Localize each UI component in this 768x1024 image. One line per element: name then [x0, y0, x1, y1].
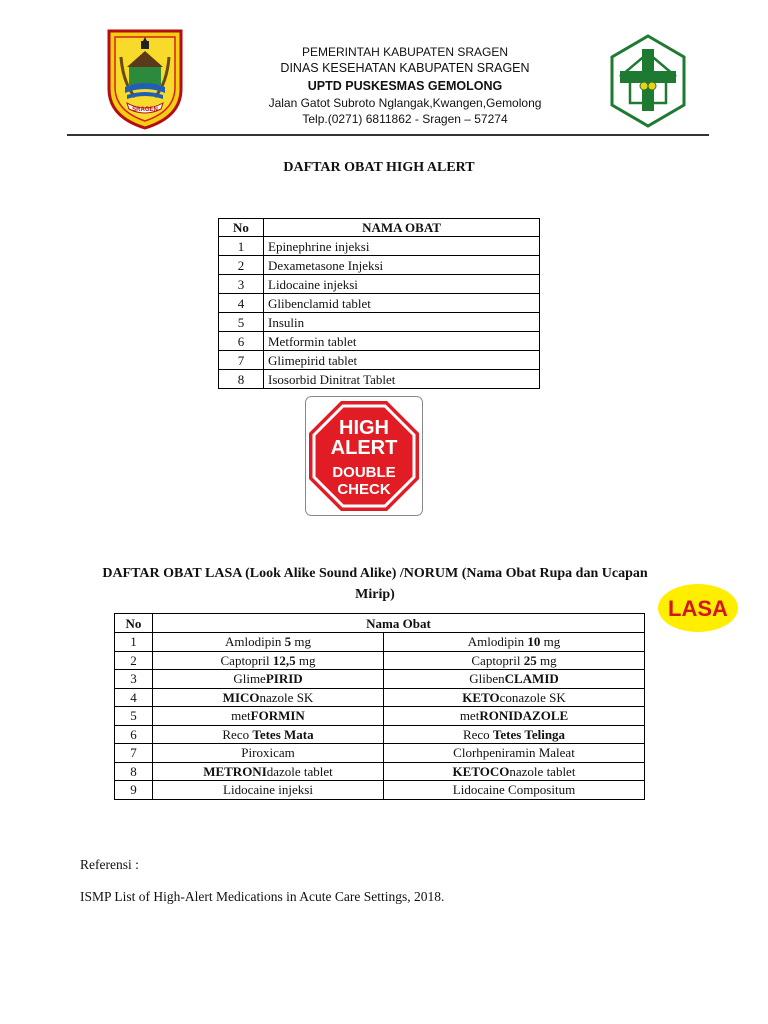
kabupaten-sragen-crest-icon [105, 27, 185, 131]
row-number: 4 [219, 294, 264, 313]
letterhead-government: PEMERINTAH KABUPATEN SRAGEN [301, 45, 509, 59]
drug-name-part: mg [536, 652, 557, 668]
lasa-badge-icon [657, 583, 739, 633]
lasa-badge-text: LASA [668, 596, 728, 621]
drug-name-left [153, 762, 384, 781]
drug-name-emphasis: Tetes Telinga [492, 726, 566, 742]
table-row [219, 370, 540, 389]
table-row [115, 744, 645, 763]
drug-name-emphasis: CLAMID [504, 671, 559, 687]
drug-name: Insulin [264, 313, 540, 332]
drug-name-part: met [231, 708, 251, 724]
reference-text: ISMP List of High-Alert Medications in Acute Care Settings, 2018. [80, 889, 445, 904]
drug-name-emphasis: 5 [284, 634, 292, 650]
table-row [115, 781, 645, 800]
row-number: 3 [219, 275, 264, 294]
header-nama-obat: NAMA OBAT [264, 219, 540, 237]
drug-name-part: Amlodipin [467, 634, 528, 650]
drug-name-part: Glime [233, 671, 266, 687]
drug-name-emphasis: 12,5 [272, 652, 296, 668]
drug-name-part: met [459, 708, 480, 724]
drug-name-right [384, 651, 645, 670]
drug-name-right [384, 725, 645, 744]
drug-name-emphasis: KETO [462, 689, 500, 705]
lasa-title-line1: DAFTAR OBAT LASA (Look Alike Sound Alike) /NORUM (Nama Obat Rupa dan Ucapan [102, 566, 648, 581]
letterhead-unit: UPTD PUSKESMAS GEMOLONG [307, 79, 503, 93]
drug-name-left [153, 633, 384, 652]
drug-name-left [153, 725, 384, 744]
drug-name-right [384, 762, 645, 781]
sign-text-double: DOUBLE [332, 464, 396, 481]
row-number: 1 [219, 237, 264, 256]
drug-name-emphasis: KETOCO [452, 763, 510, 779]
drug-name: Glibenclamid tablet [264, 294, 540, 313]
drug-name-left [153, 670, 384, 689]
lasa-title-line2: Mirip) [355, 587, 395, 602]
drug-name-right [384, 633, 645, 652]
row-number: 7 [219, 351, 264, 370]
drug-name-part: conazole SK [499, 689, 566, 705]
row-number: 2 [219, 256, 264, 275]
drug-name: Lidocaine injeksi [264, 275, 540, 294]
drug-name-emphasis: Tetes Mata [252, 726, 314, 742]
drug-name-part: nazole SK [259, 689, 314, 705]
row-number: 6 [219, 332, 264, 351]
table-header-row [115, 614, 645, 633]
header-no: No [219, 219, 264, 237]
table-row [115, 633, 645, 652]
row-number: 3 [115, 670, 153, 689]
table-row [219, 351, 540, 370]
table-row [115, 762, 645, 781]
drug-name-right [384, 707, 645, 726]
lasa-title [80, 563, 670, 605]
drug-name-part: Gliben [469, 671, 505, 687]
drug-name-part: Clorhpeniramin Maleat [453, 745, 575, 761]
drug-name-left [153, 688, 384, 707]
drug-name-emphasis: METRONI [203, 763, 267, 779]
table-row [219, 237, 540, 256]
drug-name-emphasis: MICO [222, 689, 260, 705]
puskesmas-logo-icon [608, 33, 688, 129]
table-row [219, 256, 540, 275]
drug-name-left [153, 707, 384, 726]
row-number: 2 [115, 651, 153, 670]
drug-name-part: nazole tablet [509, 763, 576, 779]
drug-name-emphasis: RONIDAZOLE [479, 708, 569, 724]
row-number: 9 [115, 781, 153, 800]
drug-name-part: Reco [222, 726, 253, 742]
table-row [115, 670, 645, 689]
lasa-table [114, 613, 645, 800]
table-row [219, 275, 540, 294]
row-number: 6 [115, 725, 153, 744]
drug-name: Glimepirid tablet [264, 351, 540, 370]
drug-name-part: Amlodipin [225, 634, 285, 650]
row-number: 1 [115, 633, 153, 652]
drug-name-emphasis: FORMIN [250, 708, 305, 724]
drug-name-emphasis: PIRID [265, 671, 303, 687]
table-row [115, 651, 645, 670]
header-no: No [115, 614, 153, 633]
drug-name-part: Captopril [220, 652, 273, 668]
drug-name-right [384, 670, 645, 689]
table-header-row [219, 219, 540, 237]
table-row [115, 725, 645, 744]
drug-name-left [153, 781, 384, 800]
drug-name: Dexametasone Injeksi [264, 256, 540, 275]
row-number: 8 [115, 762, 153, 781]
reference-label: Referensi : [80, 857, 139, 872]
sign-text-high: HIGH [339, 417, 389, 439]
letterhead-department: DINAS KESEHATAN KABUPATEN SRAGEN [280, 61, 530, 75]
drug-name-part: Captopril [471, 652, 524, 668]
drug-name-left [153, 744, 384, 763]
drug-name-part: mg [295, 652, 316, 668]
drug-name-part: mg [291, 634, 311, 650]
high-alert-sign-icon [305, 396, 423, 516]
letterhead-divider [67, 134, 709, 136]
drug-name-part: dazole tablet [266, 763, 333, 779]
high-alert-title: DAFTAR OBAT HIGH ALERT [283, 160, 475, 175]
drug-name-left [153, 651, 384, 670]
header-nama-obat: Nama Obat [153, 614, 645, 633]
sign-text-alert: ALERT [330, 437, 398, 459]
table-row [115, 707, 645, 726]
letterhead [230, 44, 580, 127]
letterhead-address: Jalan Gatot Subroto Nglangak,Kwangen,Gemolong [268, 96, 542, 110]
drug-name-part: Piroxicam [241, 745, 295, 761]
drug-name-part: Lidocaine injeksi [223, 782, 313, 798]
drug-name: Epinephrine injeksi [264, 237, 540, 256]
drug-name-part: mg [540, 634, 561, 650]
drug-name-emphasis: 10 [527, 634, 541, 650]
sign-text-check: CHECK [337, 481, 391, 498]
table-row [219, 294, 540, 313]
row-number: 5 [219, 313, 264, 332]
drug-name-part: Reco [462, 726, 493, 742]
drug-name: Isosorbid Dinitrat Tablet [264, 370, 540, 389]
table-row [115, 688, 645, 707]
letterhead-phone: Telp.(0271) 6811862 - Sragen – 57274 [302, 112, 508, 126]
table-row [219, 332, 540, 351]
drug-name-right [384, 744, 645, 763]
row-number: 8 [219, 370, 264, 389]
drug-name-right [384, 688, 645, 707]
row-number: 5 [115, 707, 153, 726]
table-row [219, 313, 540, 332]
drug-name-part: Lidocaine Compositum [452, 782, 576, 798]
drug-name: Metformin tablet [264, 332, 540, 351]
crest-ribbon-text: SRAGEN [132, 107, 158, 113]
drug-name-right [384, 781, 645, 800]
row-number: 7 [115, 744, 153, 763]
drug-name-emphasis: 25 [523, 652, 537, 668]
high-alert-table [218, 218, 540, 389]
row-number: 4 [115, 688, 153, 707]
